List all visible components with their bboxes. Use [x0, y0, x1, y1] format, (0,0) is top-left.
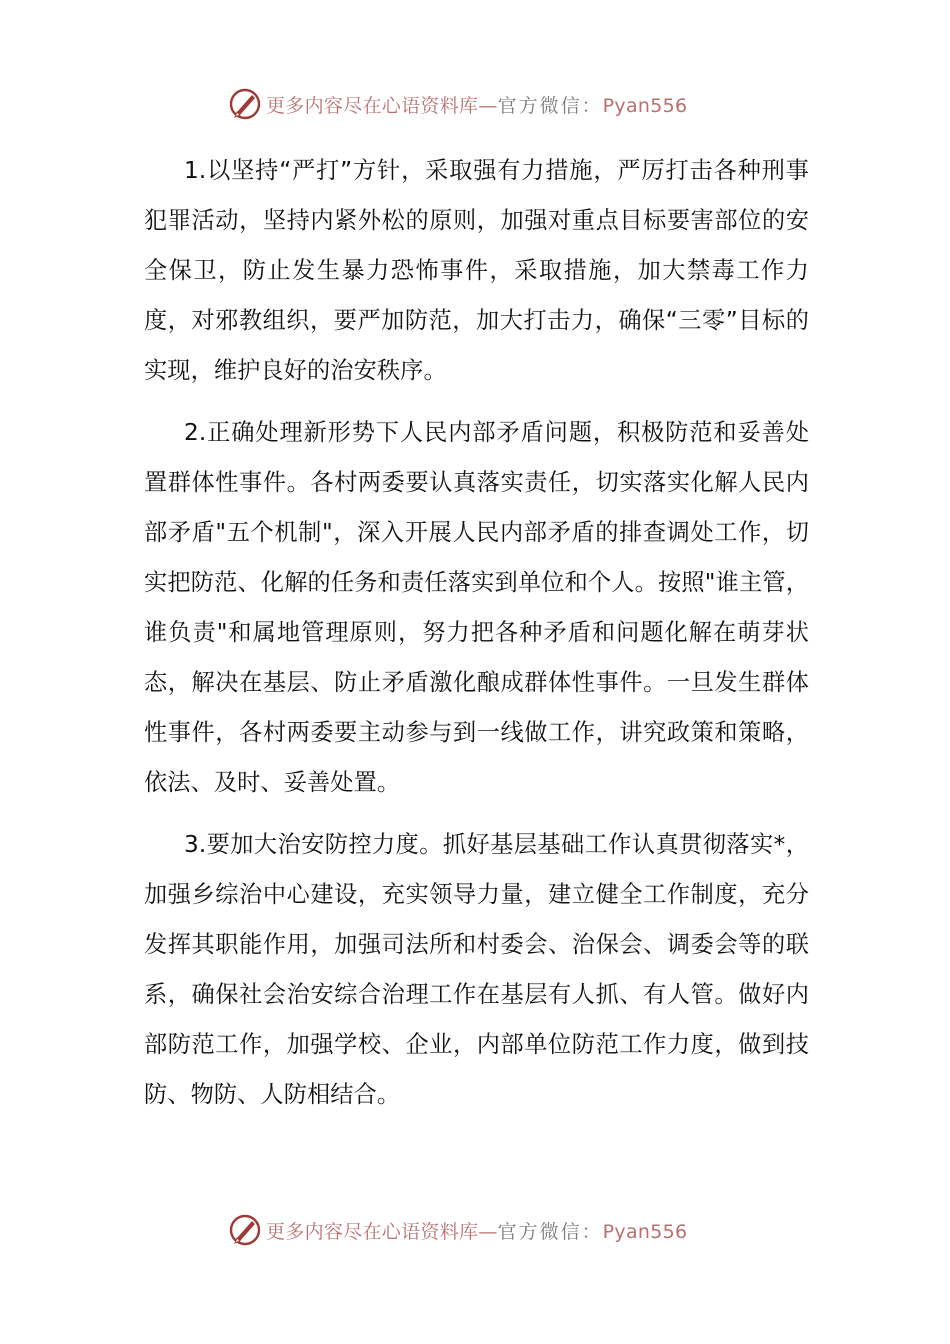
- header-banner-text: [266, 91, 687, 118]
- header-banner: [228, 84, 748, 124]
- footer-banner-text: [266, 1217, 687, 1244]
- header-banner-wechat: 官方微信：: [497, 94, 603, 117]
- footer-banner-wechat: 官方微信：: [497, 1220, 603, 1243]
- pen-logo-icon: [228, 1213, 262, 1247]
- footer-banner: [228, 1210, 748, 1250]
- paragraph-1: 1.以坚持“严打”方针，采取强有力措施，严厉打击各种刑事犯罪活动，坚持内紧外松的原则，加强对重点目标要害部位的安全保卫，防止发生暴力恐怖事件，采取措施，加大禁毒工作力度，对邪教组织，要严加防范，加大打击力，确保“三零”目标的实现，维护良好的治安秩序。: [144, 157, 809, 384]
- footer-banner-id: Pyan556: [602, 1220, 688, 1243]
- footer-banner-main: 更多内容尽在心语资料库: [266, 1220, 479, 1243]
- header-banner-id: Pyan556: [602, 94, 688, 117]
- document-body: [144, 146, 809, 1132]
- paragraph-3: 3.要加大治安防控力度。抓好基层基础工作认真贯彻落实*，加强乡综治中心建设，充实领导力量，建立健全工作制度，充分发挥其职能作用，加强司法所和村委会、治保会、调委会等的联系，确保社会治安综合治理工作在基层有人抓、有人管。做好内部防范工作，加强学校、企业，内部单位防范工作力度，做到技防、物防、人防相结合。: [144, 831, 809, 1108]
- header-banner-main: 更多内容尽在心语资料库: [266, 94, 479, 117]
- footer-banner-dash: —: [478, 1220, 498, 1243]
- pen-logo-icon: [228, 87, 262, 121]
- header-banner-dash: —: [478, 94, 498, 117]
- paragraph-2: 2.正确处理新形势下人民内部矛盾问题，积极防范和妥善处置群体性事件。各村两委要认真落实责任，切实落实化解人民内部矛盾"五个机制"，深入开展人民内部矛盾的排查调处工作，切实把防范、化解的任务和责任落实到单位和个人。按照"谁主管，谁负责"和属地管理原则，努力把各种矛盾和问题化解在萌芽状态，解决在基层、防止矛盾激化酿成群体性事件。一旦发生群体性事件，各村两委要主动参与到一线做工作，讲究政策和策略，依法、及时、妥善处置。: [144, 419, 809, 796]
